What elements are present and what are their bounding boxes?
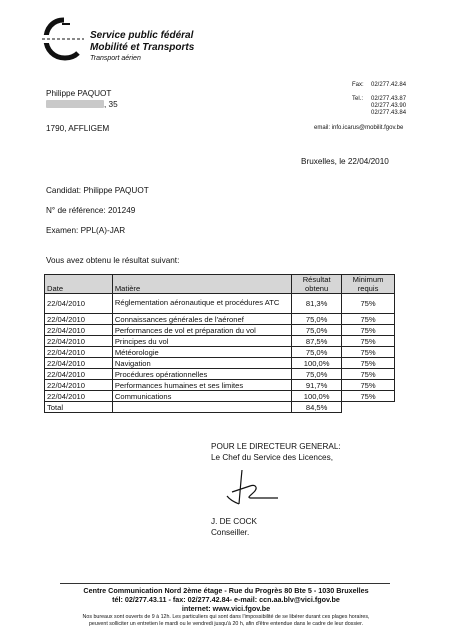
cell-minimum: 75% — [342, 314, 395, 325]
table-row — [45, 325, 395, 336]
recipient-name: Philippe PAQUOT — [46, 89, 112, 98]
cell-subject: Réglementation aéronautique et procédures ATC — [112, 294, 291, 314]
total-empty-cell — [112, 402, 291, 413]
results-table — [44, 274, 395, 413]
cell-result: 75,0% — [292, 325, 342, 336]
cell-result: 91,7% — [292, 380, 342, 391]
cell-subject: Météorologie — [112, 347, 291, 358]
cell-subject: Navigation — [112, 358, 291, 369]
cell-date: 22/04/2010 — [45, 336, 113, 347]
cell-result: 81,3% — [292, 294, 342, 314]
cell-date: 22/04/2010 — [45, 391, 113, 402]
cell-result: 75,0% — [292, 347, 342, 358]
cell-minimum: 75% — [342, 369, 395, 380]
cell-result: 87,5% — [292, 336, 342, 347]
fps-logo — [40, 14, 86, 64]
table-row — [45, 336, 395, 347]
tel-value-1: 02/277.43.87 — [371, 96, 407, 102]
recipient-street-suffix: , 35 — [104, 100, 118, 109]
table-header-row — [45, 275, 395, 294]
footer-address: Centre Communication Nord 2ème étage - Rue du Progrès 80 Bte 5 - 1030 Bruxelles — [83, 586, 369, 595]
table-row — [45, 294, 395, 314]
footer-note-1: Nos bureaux sont ouverts de 9 à 12h. Les particuliers qui sont dans l'impossibilité de se libérer durant ces plages horaires, — [82, 614, 370, 620]
tel-value-2: 02/277.43.90 — [371, 103, 407, 109]
candidate: Candidat: Philippe PAQUOT — [46, 186, 149, 195]
total-label: Total — [45, 402, 113, 413]
cell-date: 22/04/2010 — [45, 347, 113, 358]
redacted-street — [46, 100, 104, 108]
recipient-city: 1790, AFFLIGEM — [46, 124, 110, 133]
email-line: email: info.icarus@mobilit.fgov.be — [314, 125, 404, 131]
recipient-street — [46, 100, 118, 110]
org-name-line3: Transport aérien — [90, 55, 141, 62]
cell-result: 100,0% — [292, 391, 342, 402]
cell-minimum: 75% — [342, 358, 395, 369]
cell-result: 75,0% — [292, 369, 342, 380]
cell-date: 22/04/2010 — [45, 358, 113, 369]
tel-label: Tel.: — [352, 96, 364, 102]
signatory-title: Conseiller. — [211, 528, 250, 537]
cell-subject: Connaissances générales de l'aéronef — [112, 314, 291, 325]
cell-result: 75,0% — [292, 314, 342, 325]
signature-line2: Le Chef du Service des Licences, — [211, 453, 333, 462]
cell-minimum: 75% — [342, 347, 395, 358]
cell-result: 100,0% — [292, 358, 342, 369]
reference-number: N° de référence: 201249 — [46, 206, 136, 215]
exam: Examen: PPL(A)-JAR — [46, 226, 126, 235]
cell-subject: Principes du vol — [112, 336, 291, 347]
table-total-row — [45, 402, 395, 413]
org-name-line2: Mobilité et Transports — [90, 42, 195, 53]
org-name-line1: Service public fédéral — [90, 30, 194, 41]
tel-value-3: 02/277.43.84 — [371, 110, 407, 116]
header-subject: Matière — [112, 275, 291, 294]
cell-date: 22/04/2010 — [45, 314, 113, 325]
cell-subject: Communications — [112, 391, 291, 402]
signatory-name: J. DE COCK — [211, 517, 257, 526]
table-row — [45, 369, 395, 380]
total-value: 84,5% — [292, 402, 342, 413]
cell-subject: Procédures opérationnelles — [112, 369, 291, 380]
cell-subject: Performances de vol et préparation du vol — [112, 325, 291, 336]
table-row — [45, 314, 395, 325]
handwritten-signature — [222, 468, 282, 512]
footer-contact: tél: 02/277.43.11 - fax: 02/277.42.84- e-mail: ccn.aa.blv@vici.fgov.be — [112, 595, 340, 604]
total-empty-cell — [342, 402, 395, 413]
cell-minimum: 75% — [342, 336, 395, 347]
signature-line1: POUR LE DIRECTEUR GENERAL: — [211, 442, 341, 451]
fax-label: Fax: — [352, 82, 364, 88]
fax-value: 02/277.42.84 — [371, 82, 407, 88]
cell-minimum: 75% — [342, 325, 395, 336]
cell-minimum: 75% — [342, 391, 395, 402]
header-result: Résultat obtenu — [292, 275, 342, 294]
header-minimum: Minimum requis — [342, 275, 395, 294]
cell-date: 22/04/2010 — [45, 294, 113, 314]
table-row — [45, 347, 395, 358]
intro-text: Vous avez obtenu le résultat suivant: — [46, 256, 180, 265]
table-row — [45, 391, 395, 402]
table-row — [45, 380, 395, 391]
cell-date: 22/04/2010 — [45, 369, 113, 380]
footer-note-2: peuvent solliciter un entretien le mardi ou le vendredi jusqu'à 20 h, afin d'être entendue dans le cadre de leur dossier. — [88, 621, 364, 627]
cell-minimum: 75% — [342, 294, 395, 314]
cell-date: 22/04/2010 — [45, 380, 113, 391]
cell-minimum: 75% — [342, 380, 395, 391]
footer-divider — [60, 583, 390, 584]
cell-date: 22/04/2010 — [45, 325, 113, 336]
cell-subject: Performances humaines et ses limites — [112, 380, 291, 391]
table-row — [45, 358, 395, 369]
footer-website: internet: www.vici.fgov.be — [181, 604, 271, 613]
header-date: Date — [45, 275, 113, 294]
place-date: Bruxelles, le 22/04/2010 — [301, 157, 389, 166]
